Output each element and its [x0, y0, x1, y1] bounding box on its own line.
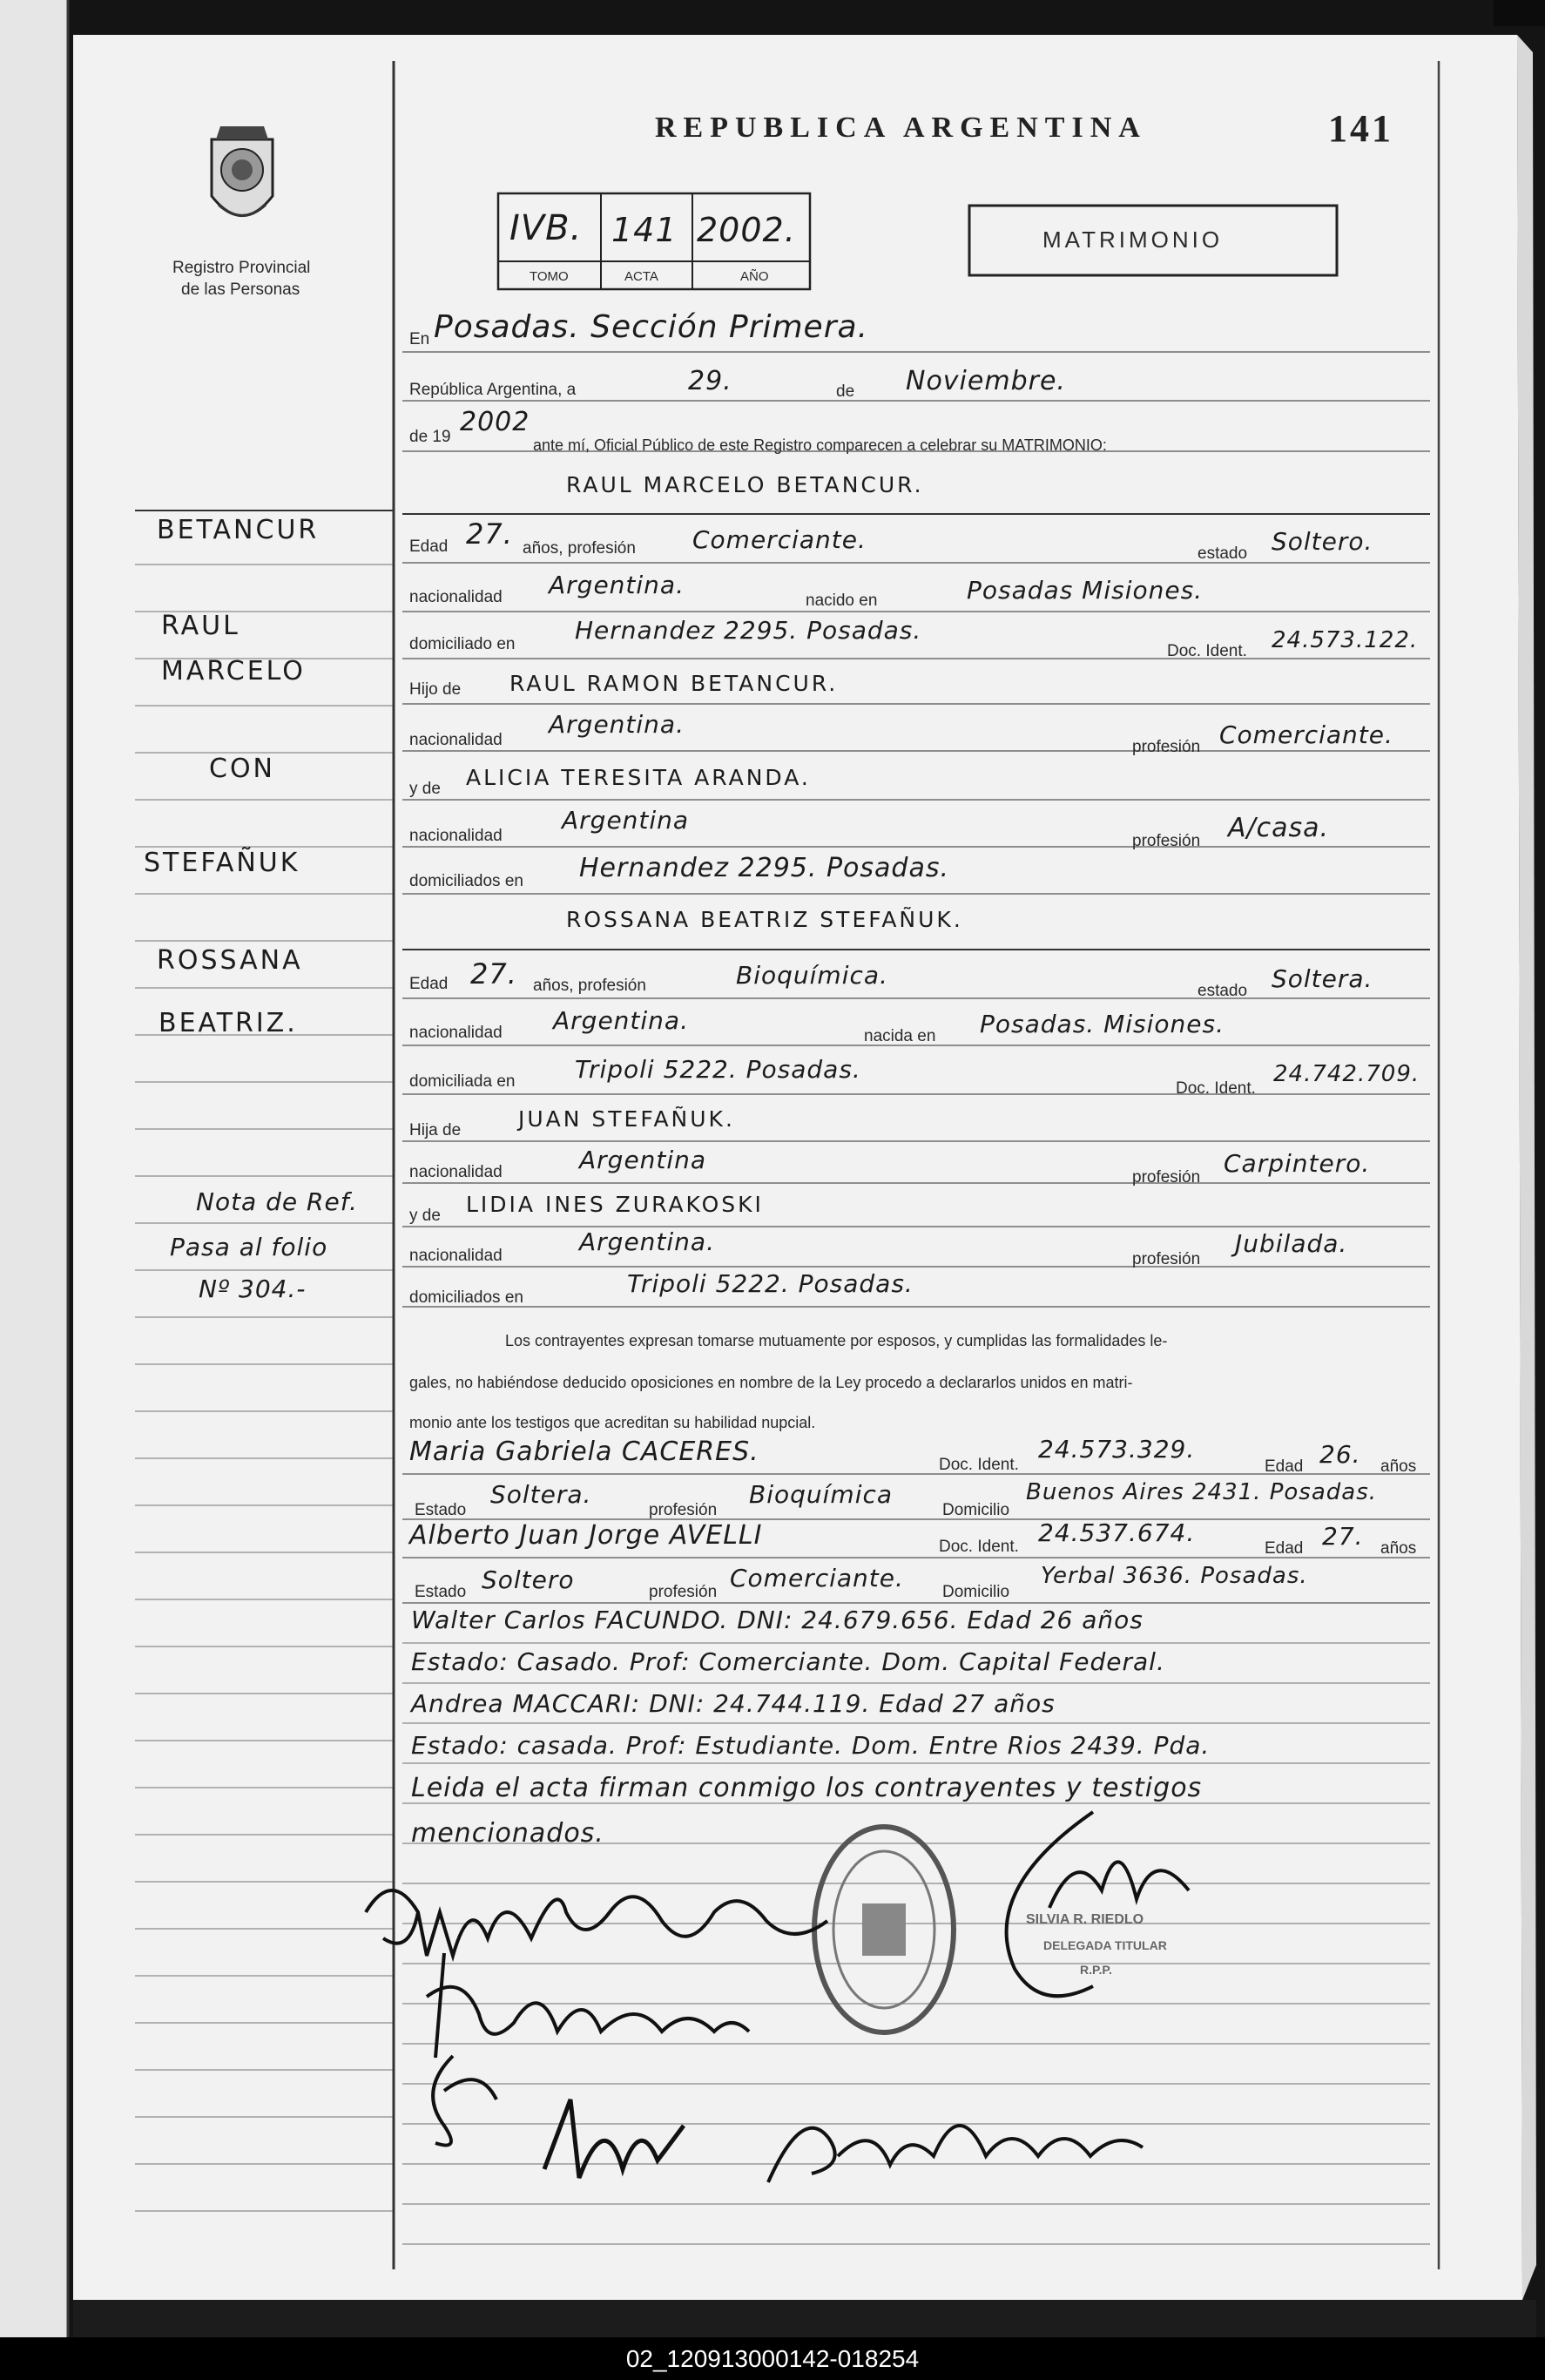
witness1-estado-label: Estado — [415, 1501, 467, 1519]
registry-name-line1: Registro Provincial — [172, 259, 311, 277]
witness2-age: 27. — [1322, 1522, 1364, 1551]
registry-name-line2: de las Personas — [181, 281, 300, 299]
bride-doc: 24.742.709. — [1273, 1061, 1420, 1087]
groom-y-de-label: y de — [409, 780, 441, 798]
stamp-line-1: SILVIA R. RIEDLO — [1026, 1912, 1144, 1927]
bride-nacida-label: nacida en — [864, 1027, 936, 1045]
groom-age: 27. — [466, 517, 513, 551]
bride-father-nacionalidad-label: nacionalidad — [409, 1163, 503, 1181]
bride-father: JUAN STEFAÑUK. — [518, 1106, 735, 1132]
folio-number: 141 — [1328, 107, 1393, 150]
extra-witness-line-1: Walter Carlos FACUNDO. DNI: 24.679.656. Edad 26 años — [411, 1606, 1144, 1634]
groom-mother-nationality: Argentina — [562, 806, 690, 835]
bride-age: 27. — [470, 957, 517, 991]
witness1-estado: Soltera. — [490, 1480, 592, 1509]
margin-nota-line2: Pasa al folio — [170, 1233, 328, 1261]
witness1-anos-label: años — [1380, 1457, 1417, 1476]
groom-mother: ALICIA TERESITA ARANDA. — [466, 765, 811, 790]
margin-given-1-line1: RAUL — [161, 611, 240, 641]
anio-label: AÑO — [740, 269, 769, 284]
bride-nacionalidad-label: nacionalidad — [409, 1024, 503, 1042]
bride-anos-profesion-label: años, profesión — [533, 977, 646, 995]
groom-mother-profesion-label: profesión — [1132, 832, 1201, 850]
margin-surname-1: BETANCUR — [157, 515, 320, 545]
bride-domiciliados-label: domiciliados en — [409, 1288, 523, 1307]
groom-domiciliados-label: domiciliados en — [409, 872, 523, 890]
margin-nota-line1: Nota de Ref. — [196, 1187, 358, 1216]
witness2-profesion-label: profesión — [649, 1583, 718, 1601]
signature-witness-2 — [536, 2091, 692, 2190]
statement-line-3: monio ante los testigos que acreditan su habilidad nupcial. — [409, 1414, 816, 1431]
statement-line-2: gales, no habiéndose deducido oposiciones en nombre de la Ley procedo a declararlos unidos en matri- — [409, 1374, 1133, 1391]
bride-edad-label: Edad — [409, 975, 449, 993]
bride-doc-label: Doc. Ident. — [1176, 1079, 1256, 1098]
year-prefix: de 19 — [409, 428, 451, 446]
extra-witness-line-3: Andrea MACCARI: DNI: 24.744.119. Edad 27 años — [411, 1689, 1056, 1718]
tomo-label: TOMO — [530, 269, 569, 284]
place-value: Posadas. Sección Primera. — [434, 309, 869, 345]
groom-doc-label: Doc. Ident. — [1167, 642, 1247, 660]
bride-domicile: Tripoli 5222. Posadas. — [575, 1055, 861, 1084]
year-value: 2002 — [460, 407, 530, 437]
bride-y-de-label: y de — [409, 1207, 441, 1225]
witness2-profession: Comerciante. — [730, 1564, 904, 1592]
witness1-doc: 24.573.329. — [1038, 1435, 1196, 1464]
groom-profession: Comerciante. — [692, 525, 867, 554]
groom-nacionalidad-label: nacionalidad — [409, 588, 503, 606]
bride-estado-label: estado — [1198, 982, 1248, 1000]
bride-mother-nacionalidad-label: nacionalidad — [409, 1247, 503, 1265]
extra-witness-line-5: Leida el acta firman conmigo los contrayentes y testigos — [411, 1773, 1203, 1803]
groom-estado: Soltero. — [1272, 527, 1373, 556]
groom-doc: 24.573.122. — [1272, 627, 1419, 653]
witness1-domicile: Buenos Aires 2431. Posadas. — [1026, 1479, 1378, 1505]
witness2-domicilio-label: Domicilio — [942, 1583, 1010, 1601]
image-id-footer: 02_120913000142-018254 — [0, 2337, 1545, 2380]
groom-mother-nacionalidad-label: nacionalidad — [409, 827, 503, 845]
bride-parents-domicile: Tripoli 5222. Posadas. — [627, 1269, 914, 1298]
witness1-age: 26. — [1319, 1440, 1361, 1469]
witness2-estado: Soltero — [482, 1565, 575, 1594]
witness1-profesion-label: profesión — [649, 1501, 718, 1519]
witness1-domicilio-label: Domicilio — [942, 1501, 1010, 1519]
witness1-edad-label: Edad — [1265, 1457, 1304, 1476]
ante-text: ante mí, Oficial Público de este Registro comparecen a celebrar su MATRIMONIO: — [533, 436, 1107, 454]
groom-full-name: RAUL MARCELO BETANCUR. — [566, 472, 924, 497]
acta-label: ACTA — [624, 269, 658, 284]
groom-anos-profesion-label: años, profesión — [523, 539, 636, 558]
groom-edad-label: Edad — [409, 538, 449, 556]
witness2-doc-label: Doc. Ident. — [939, 1538, 1019, 1556]
provincial-seal-icon — [203, 122, 281, 240]
bride-father-nationality: Argentina — [579, 1146, 707, 1174]
extra-witness-line-4: Estado: casada. Prof: Estudiante. Dom. Entre Rios 2439. Pda. — [411, 1731, 1211, 1760]
margin-given-2-line1: ROSSANA — [157, 945, 303, 976]
groom-father-profession: Comerciante. — [1219, 720, 1393, 749]
bride-mother-profesion-label: profesión — [1132, 1250, 1201, 1268]
de-label: de — [836, 382, 855, 401]
signature-witness-3 — [759, 2086, 1151, 2203]
month-value: Noviembre. — [906, 366, 1066, 396]
bride-full-name: ROSSANA BEATRIZ STEFAÑUK. — [566, 907, 963, 932]
groom-domiciliado-label: domiciliado en — [409, 635, 516, 653]
witness1-profession: Bioquímica — [749, 1480, 894, 1509]
groom-nacido-label: nacido en — [806, 592, 878, 610]
margin-surname-2: STEFAÑUK — [144, 848, 300, 878]
witness2-estado-label: Estado — [415, 1583, 467, 1601]
groom-father-profesion-label: profesión — [1132, 738, 1201, 756]
bride-estado: Soltera. — [1272, 964, 1373, 993]
signature-witness-1 — [409, 2047, 514, 2155]
margin-con: CON — [209, 754, 276, 784]
bride-mother: LIDIA INES ZURAKOSKI — [466, 1192, 764, 1217]
extra-witness-line-6: mencionados. — [411, 1818, 604, 1849]
margin-given-2-line2: BEATRIZ. — [159, 1008, 298, 1038]
witness2-domicile: Yerbal 3636. Posadas. — [1041, 1563, 1308, 1589]
statement-line-1: Los contrayentes expresan tomarse mutuamente por esposos, y cumplidas las formalidades le- — [505, 1332, 1168, 1349]
doc-type-title: MATRIMONIO — [1042, 227, 1224, 253]
bride-birthplace: Posadas. Misiones. — [980, 1010, 1225, 1038]
groom-father-nacionalidad-label: nacionalidad — [409, 731, 503, 749]
bride-nationality: Argentina. — [553, 1006, 689, 1035]
acta-value: 141 — [611, 211, 678, 249]
groom-birthplace: Posadas Misiones. — [967, 576, 1204, 605]
witness2-doc: 24.537.674. — [1038, 1518, 1196, 1547]
bride-hija-label: Hija de — [409, 1121, 462, 1139]
tomo-value: IVB. — [509, 208, 583, 248]
groom-mother-profession: A/casa. — [1228, 813, 1330, 843]
witness1-name: Maria Gabriela CACERES. — [409, 1437, 759, 1467]
witness1-doc-label: Doc. Ident. — [939, 1456, 1019, 1474]
bride-father-profesion-label: profesión — [1132, 1168, 1201, 1187]
groom-parents-domicile: Hernandez 2295. Posadas. — [579, 853, 950, 883]
signature-official — [962, 1795, 1241, 2025]
provincial-seal — [203, 122, 281, 243]
witness2-anos-label: años — [1380, 1539, 1417, 1558]
groom-father: RAUL RAMON BETANCUR. — [509, 671, 839, 696]
day-value: 29. — [688, 366, 732, 396]
bride-father-profession: Carpintero. — [1224, 1149, 1371, 1178]
groom-domicile: Hernandez 2295. Posadas. — [575, 616, 922, 645]
bride-mother-profession: Jubilada. — [1235, 1229, 1348, 1258]
bride-profession: Bioquímica. — [736, 961, 888, 990]
bride-domiciliada-label: domiciliada en — [409, 1072, 516, 1091]
country-header: REPUBLICA ARGENTINA — [655, 112, 1147, 144]
stamp-line-2: DELEGADA TITULAR — [1043, 1938, 1167, 1952]
witness2-name: Alberto Juan Jorge AVELLI — [409, 1520, 763, 1551]
stamp-line-3: R.P.P. — [1080, 1963, 1112, 1977]
groom-nationality: Argentina. — [549, 571, 685, 599]
bride-mother-nationality: Argentina. — [579, 1227, 715, 1256]
groom-hijo-label: Hijo de — [409, 680, 462, 699]
groom-estado-label: estado — [1198, 544, 1248, 563]
margin-nota-line3: Nº 304.- — [199, 1275, 307, 1303]
anio-value: 2002. — [697, 211, 796, 249]
extra-witness-line-2: Estado: Casado. Prof: Comerciante. Dom. Capital Federal. — [411, 1647, 1165, 1676]
republica-label: República Argentina, a — [409, 381, 577, 399]
groom-father-nationality: Argentina. — [549, 710, 685, 739]
witness2-edad-label: Edad — [1265, 1539, 1304, 1558]
margin-given-1-line2: MARCELO — [161, 656, 306, 686]
en-label: En — [409, 330, 430, 348]
